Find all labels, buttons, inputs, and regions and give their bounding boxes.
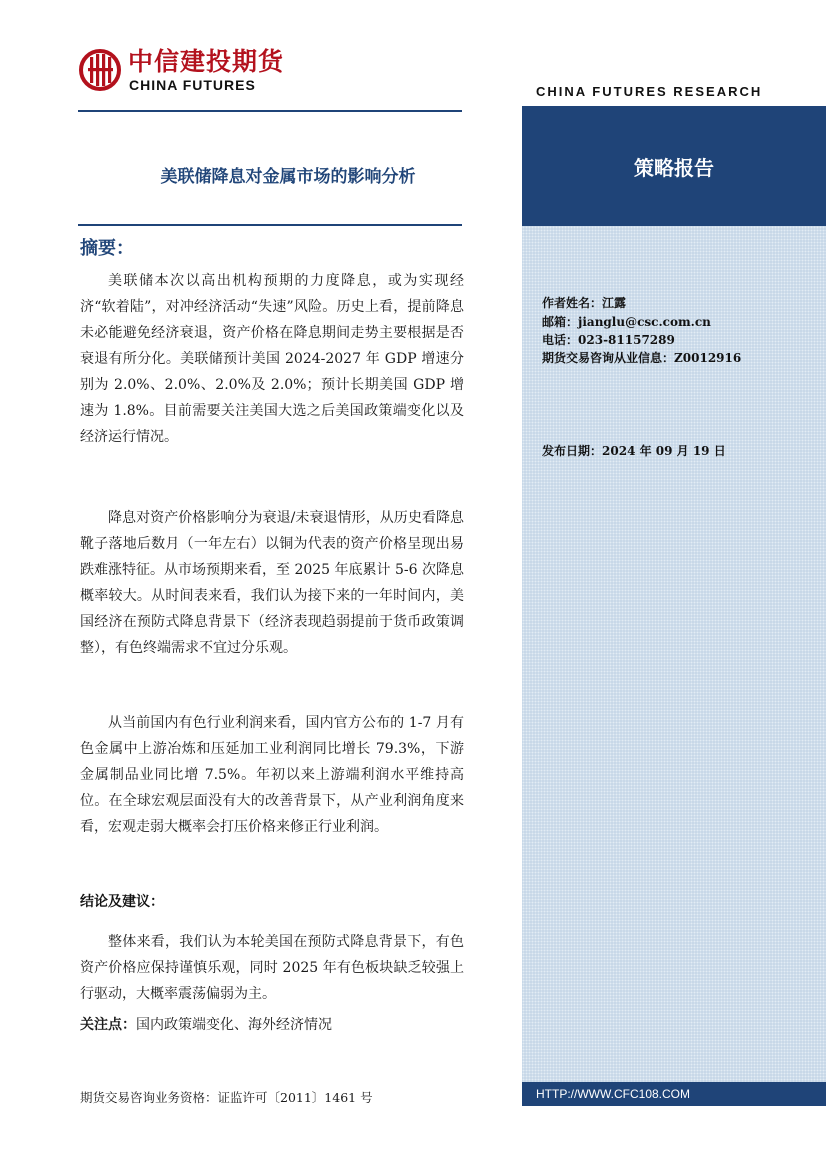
brand-name-cn: 中信建投期货 <box>128 47 285 76</box>
abstract-paragraph: 美联储本次以高出机构预期的力度降息，或为实现经济“软着陆”，对冲经济活动“失速”风险。历史上看，提前降息未必能避免经济衰退，资产价格在降息期间走势主要根据是否衰退有所分化。美联储预计美国 2024-2027 年 GDP 增速分别为 2.0%、2.0%、2.0%及 2.0%；预计长期美国 GDP 增速为 1.8%。目前需要关注美国大选之后美国政策端变化以及经济运行情况。 <box>80 273 464 445</box>
abstract-heading: 摘要： <box>80 238 134 259</box>
qualification-footer: 期货交易咨询业务资格：证监许可〔2011〕1461 号 <box>80 1090 373 1105</box>
research-label: CHINA FUTURES RESEARCH <box>536 84 763 99</box>
phone-info <box>542 332 675 349</box>
email-info <box>542 314 711 331</box>
focus-label: 关注点： <box>80 1017 136 1033</box>
abstract-paragraph: 从当前国内有色行业利润来看，国内官方公布的 1-7 月有色金属中上游冶炼和压延加工业利润同比增长 79.3%，下游金属制品业同比增 7.5%。年初以来上游端利润水平维持高位。在全球宏观层面没有大的改善背景下，从产业利润角度来看，宏观走弱大概率会打压价格来修正行业利润。 <box>80 715 464 835</box>
conclusion-heading: 结论及建议： <box>80 894 164 910</box>
publish-date-info <box>542 443 726 460</box>
phone-label: 电话： <box>542 333 579 347</box>
author-name: 江露 <box>602 296 627 310</box>
publish-date-label: 发布日期： <box>542 444 603 458</box>
title-divider <box>78 224 462 226</box>
phone-value: 023-81157289 <box>578 333 675 347</box>
report-type-label: 策略报告 <box>634 156 714 180</box>
author-info <box>542 295 626 312</box>
author-label: 作者姓名： <box>542 296 603 310</box>
focus-text: 国内政策端变化、海外经济情况 <box>136 1017 332 1033</box>
report-title: 美联储降息对金属市场的影响分析 <box>160 167 416 187</box>
license-info <box>542 350 741 367</box>
brand-name-en: CHINA FUTURES <box>129 77 256 93</box>
website-link[interactable]: HTTP://WWW.CFC108.COM <box>536 1087 690 1101</box>
china-futures-logo-icon <box>78 48 122 92</box>
focus-points <box>80 1014 332 1034</box>
publish-date-value: 2024 年 09 月 19 日 <box>602 444 726 458</box>
email-value: jianglu@csc.com.cn <box>578 315 711 329</box>
top-divider <box>78 110 462 112</box>
email-label: 邮箱： <box>542 315 579 329</box>
license-value: Z0012916 <box>674 351 742 365</box>
abstract-paragraph: 降息对资产价格影响分为衰退/未衰退情形，从历史看降息靴子落地后数月（一年左右）以铜为代表的资产价格呈现出易跌难涨特征。从市场预期来看，至 2025 年底累计 5-6 次降息概率较大。从时间表来看，我们认为接下来的一年时间内，美国经济在预防式降息背景下（经济表现趋弱提前于货币政策调整），有色终端需求不宜过分乐观。 <box>80 510 464 656</box>
license-label: 期货交易咨询从业信息： <box>542 351 675 365</box>
conclusion-paragraph: 整体来看，我们认为本轮美国在预防式降息背景下，有色资产价格应保持谨慎乐观，同时 2025 年有色板块缺乏较强上行驱动，大概率震荡偏弱为主。 <box>80 934 464 1002</box>
